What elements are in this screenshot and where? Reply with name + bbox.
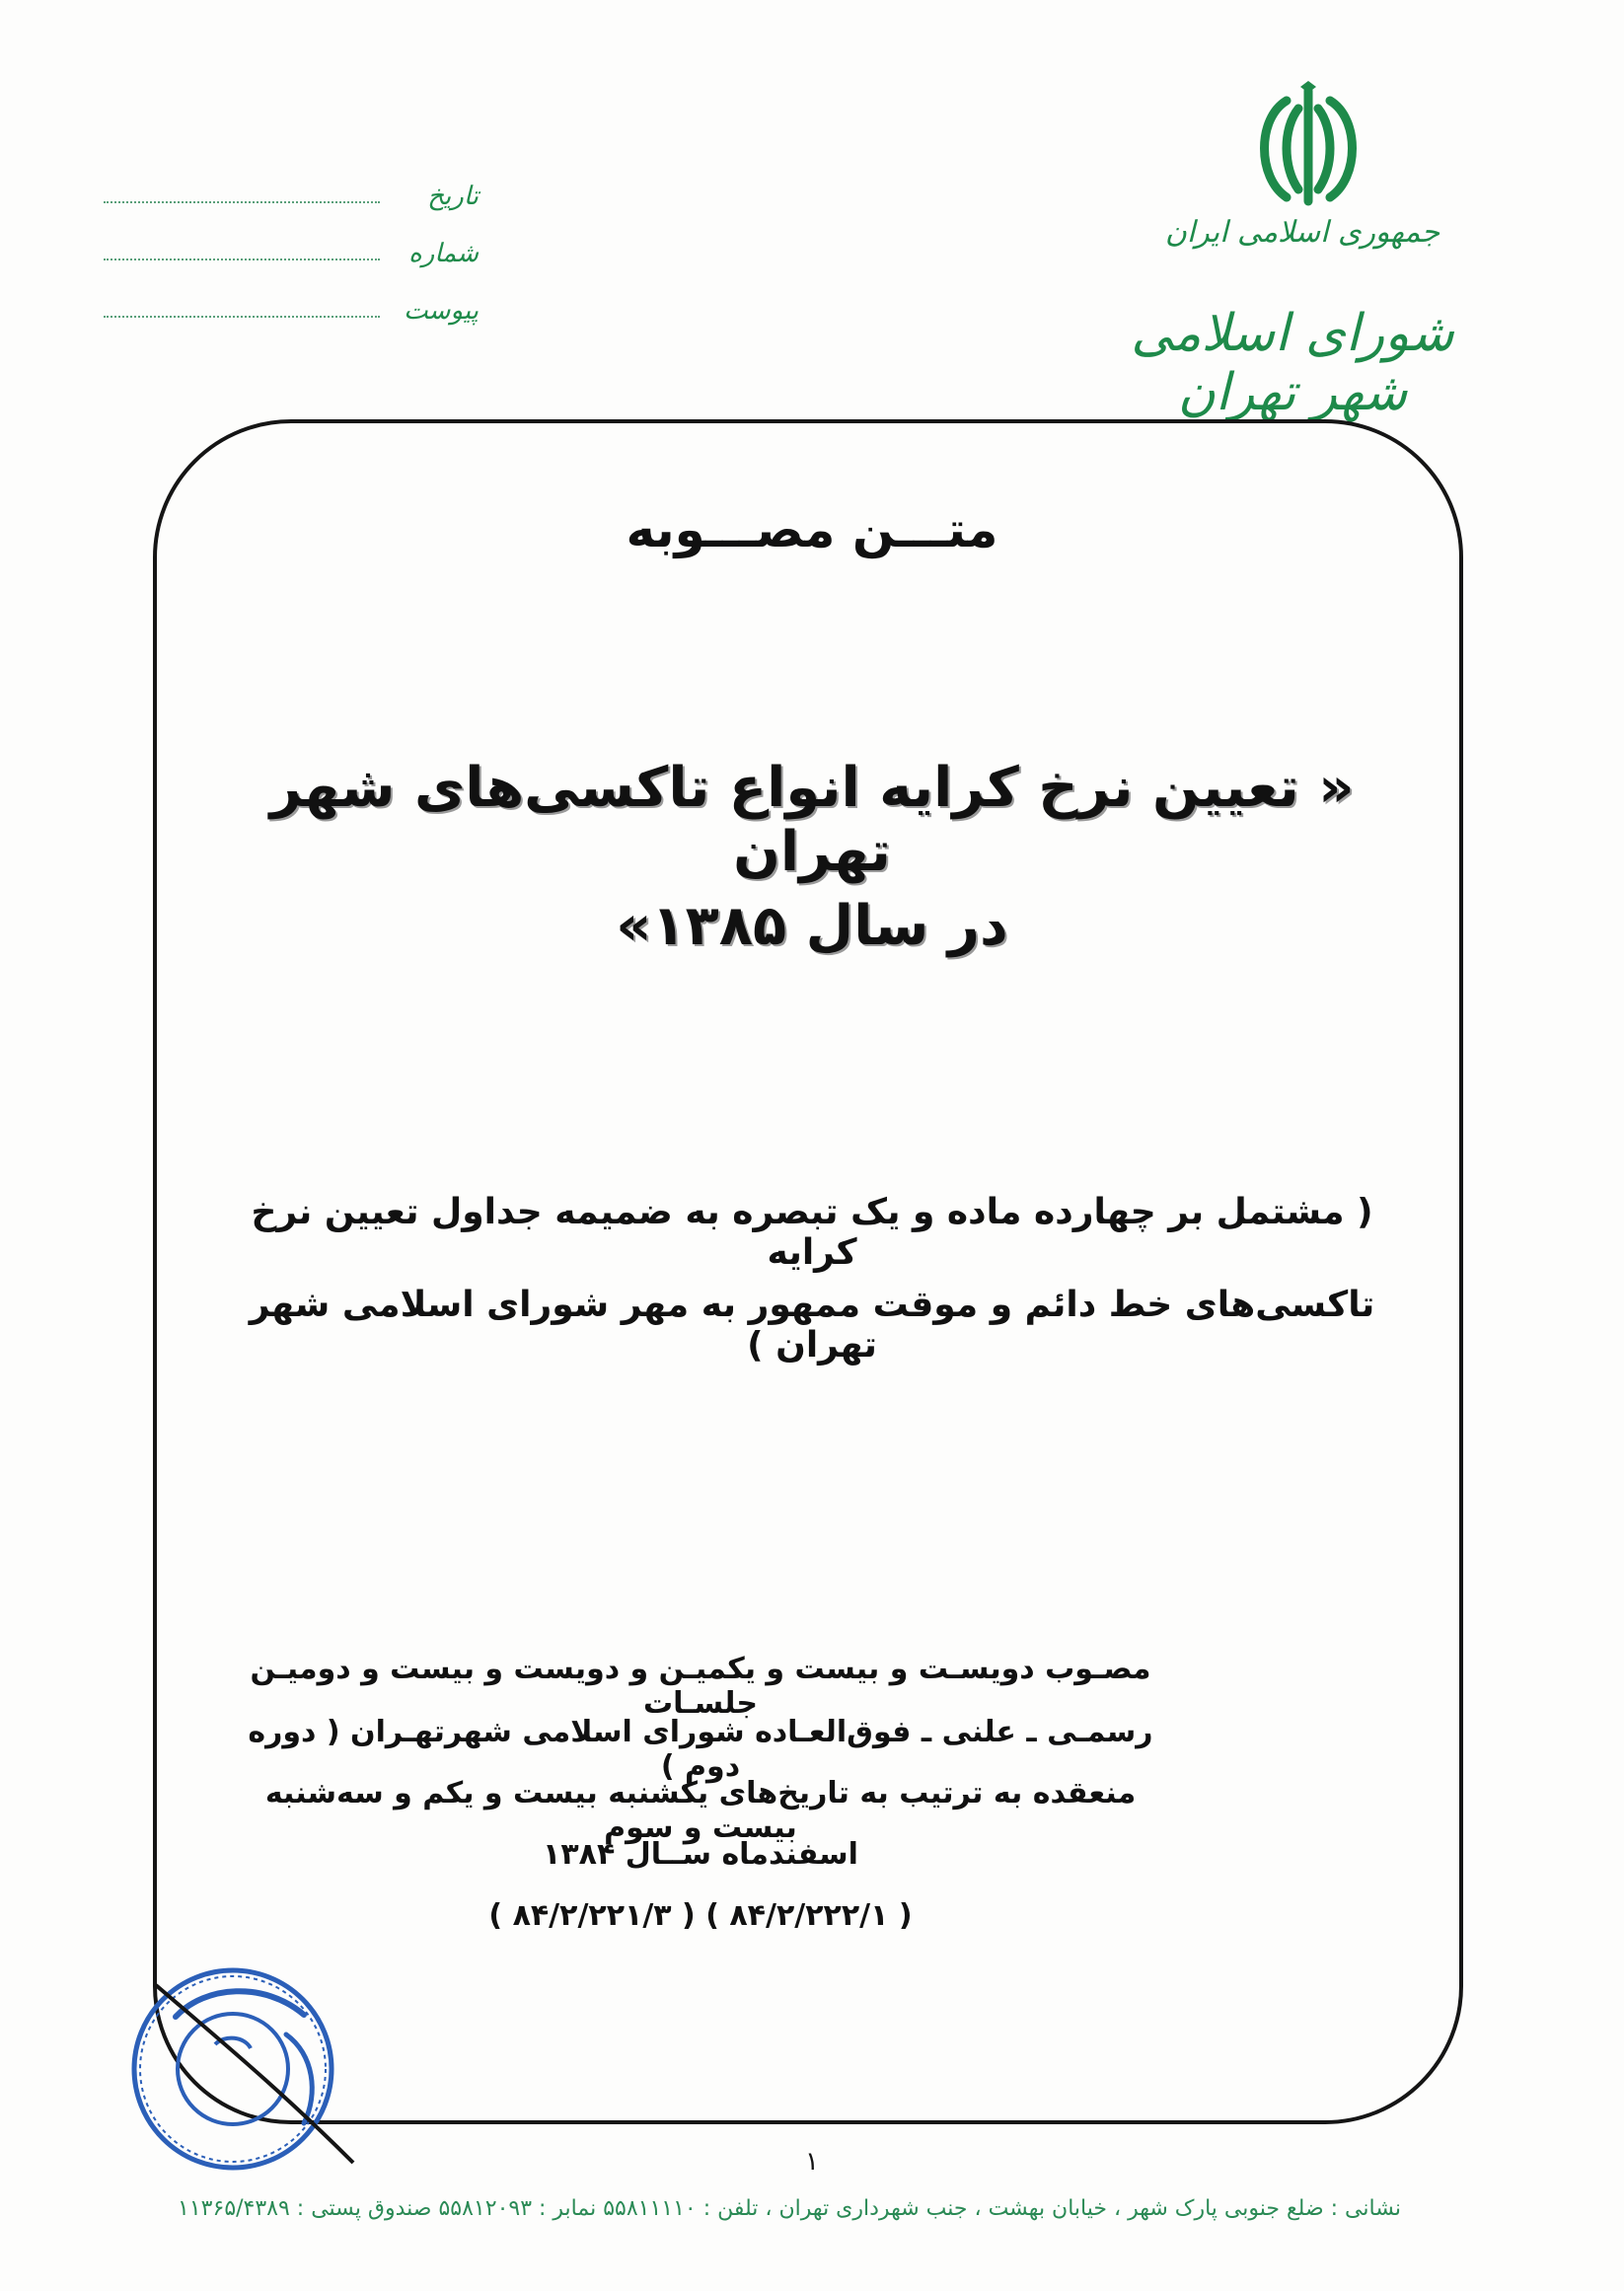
- date-field: [104, 166, 479, 211]
- approval-line-2: رسمـی ـ علنی ـ فوق‌العـاده شورای اسلامی شهرتهـران ( دوره دوم ): [248, 1715, 1153, 1784]
- document-heading: متـــن مصـــوبه: [626, 501, 998, 558]
- number-field: [104, 223, 479, 268]
- date-label: تاریخ: [427, 182, 479, 211]
- attachment-field: [104, 280, 479, 326]
- description-line-2: تاکسی‌های خط دائم و موقت ممهور به مهر شورای اسلامی شهر تهران ): [249, 1285, 1375, 1366]
- date-line: [104, 201, 380, 203]
- page-number: ۱: [805, 2147, 819, 2177]
- attachment-line: [104, 316, 380, 318]
- attachment-label: پیوست: [404, 296, 479, 326]
- approval-line-1: مصـوب دویسـت و بیست و یکمیـن و دویست و بیست و دومیـن جلسـات: [250, 1652, 1151, 1721]
- iran-emblem-icon: [1239, 79, 1377, 217]
- number-label: شماره: [408, 239, 479, 268]
- description-line-1: ( مشتمل بر چهارده ماده و یک تبصره به ضمیمه جداول تعیین نرخ کرایه: [251, 1192, 1373, 1273]
- approval-line-4: اسفندماه ســال ۱۳۸۴: [543, 1837, 858, 1872]
- resolution-title-line-1: « تعیین نرخ کرایه انواع تاکسی‌های شهر تهران: [269, 756, 1355, 884]
- council-name: شورای اسلامی شهر تهران: [1131, 304, 1454, 422]
- approval-line-5: ( ۸۴/۲/۲۲۲/۱ ) ( ۸۴/۲/۲۲۱/۳ ): [488, 1898, 913, 1933]
- footer-address: نشانی : ضلع جنوبی پارک شهر ، خیابان بهشت ، جنب شهرداری تهران ، تلفن : ۵۵۸۱۱۱۱۰ نمابر : ۵۵۸۱۲۰۹۳ صندوق پستی : ۱۱۳۶۵/۴۳۸۹: [178, 2196, 1401, 2221]
- republic-name: جمهوری اسلامی ایران: [1164, 215, 1440, 250]
- resolution-title-line-2: در سال ۱۳۸۵»: [616, 894, 1008, 958]
- number-line: [104, 259, 380, 260]
- approval-line-3: منعقده به ترتیب به تاریخ‌های یکشنبه بیست و یکم و سه‌شنبه بیست و سوم: [264, 1776, 1137, 1845]
